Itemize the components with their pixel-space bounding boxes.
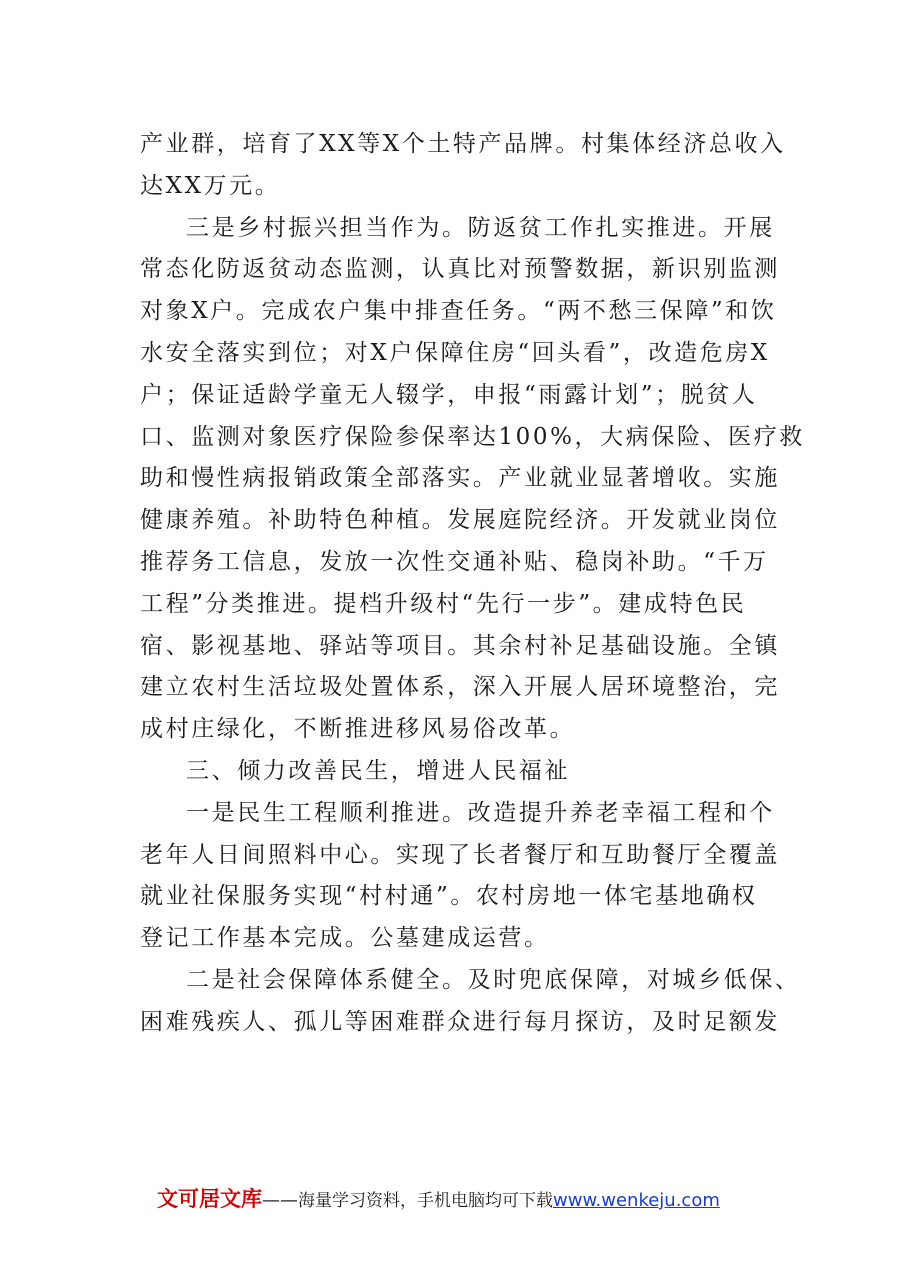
footer-text: 海量学习资料，手机电脑均可下载	[298, 1191, 553, 1211]
text-line: 老年人日间照料中心。实现了长者餐厅和互助餐厅全覆盖	[140, 841, 780, 868]
text-line: 三、倾力改善民生，增进人民福祉	[186, 757, 570, 784]
footer-dash: ——	[262, 1190, 298, 1211]
text-line: 水安全落实到位；对X户保障住房“回头看”，改造危房X	[140, 339, 770, 366]
text-line: 建立农村生活垃圾处置体系，深入开展人居环境整治，完	[140, 674, 780, 701]
text-line: 一是民生工程顺利推进。改造提升养老幸福工程和个	[186, 799, 775, 826]
footer-brand: 文可居文库	[157, 1187, 262, 1211]
text-line: 二是社会保障体系健全。及时兜底保障，对城乡低保、	[186, 966, 801, 993]
text-line: 三是乡村振兴担当作为。防返贫工作扎实推进。开展	[186, 214, 775, 241]
text-line: 宿、影视基地、驿站等项目。其余村补足基础设施。全镇	[140, 632, 780, 659]
text-line: 达XX万元。	[140, 172, 281, 199]
text-line: 工程”分类推进。提档升级村“先行一步”。建成特色民	[140, 590, 747, 617]
text-line: 就业社保服务实现“村村通”。农村房地一体宅基地确权	[140, 883, 758, 910]
text-line: 助和慢性病报销政策全部落实。产业就业显著增收。实施	[140, 465, 780, 492]
text-line: 户；保证适龄学童无人辍学，申报“雨露计划”；脱贫人	[140, 381, 758, 408]
text-line: 健康养殖。补助特色种植。发展庭院经济。开发就业岗位	[140, 507, 780, 534]
text-line: 登记工作基本完成。公墓建成运营。	[140, 925, 550, 952]
footer-link[interactable]: www.wenkeju.com	[553, 1190, 720, 1211]
text-line: 对象X户。完成农户集中排查任务。“两不愁三保障”和饮	[140, 298, 777, 325]
text-line: 成村庄绿化，不断推进移风易俗改革。	[140, 716, 576, 743]
text-line: 推荐务工信息，发放一次性交通补贴、稳岗补助。“千万	[140, 548, 769, 575]
text-line: 困难残疾人、孤儿等困难群众进行每月探访，及时足额发	[140, 1008, 780, 1035]
text-line: 口、监测对象医疗保险参保率达100%，大病保险、医疗救	[140, 423, 805, 450]
text-line: 产业群，培育了XX等X个土特产品牌。村集体经济总收入	[140, 131, 786, 157]
footer-banner	[157, 1183, 720, 1213]
document-body	[140, 124, 805, 1044]
text-line: 常态化防返贫动态监测，认真比对预警数据，新识别监测	[140, 256, 780, 283]
